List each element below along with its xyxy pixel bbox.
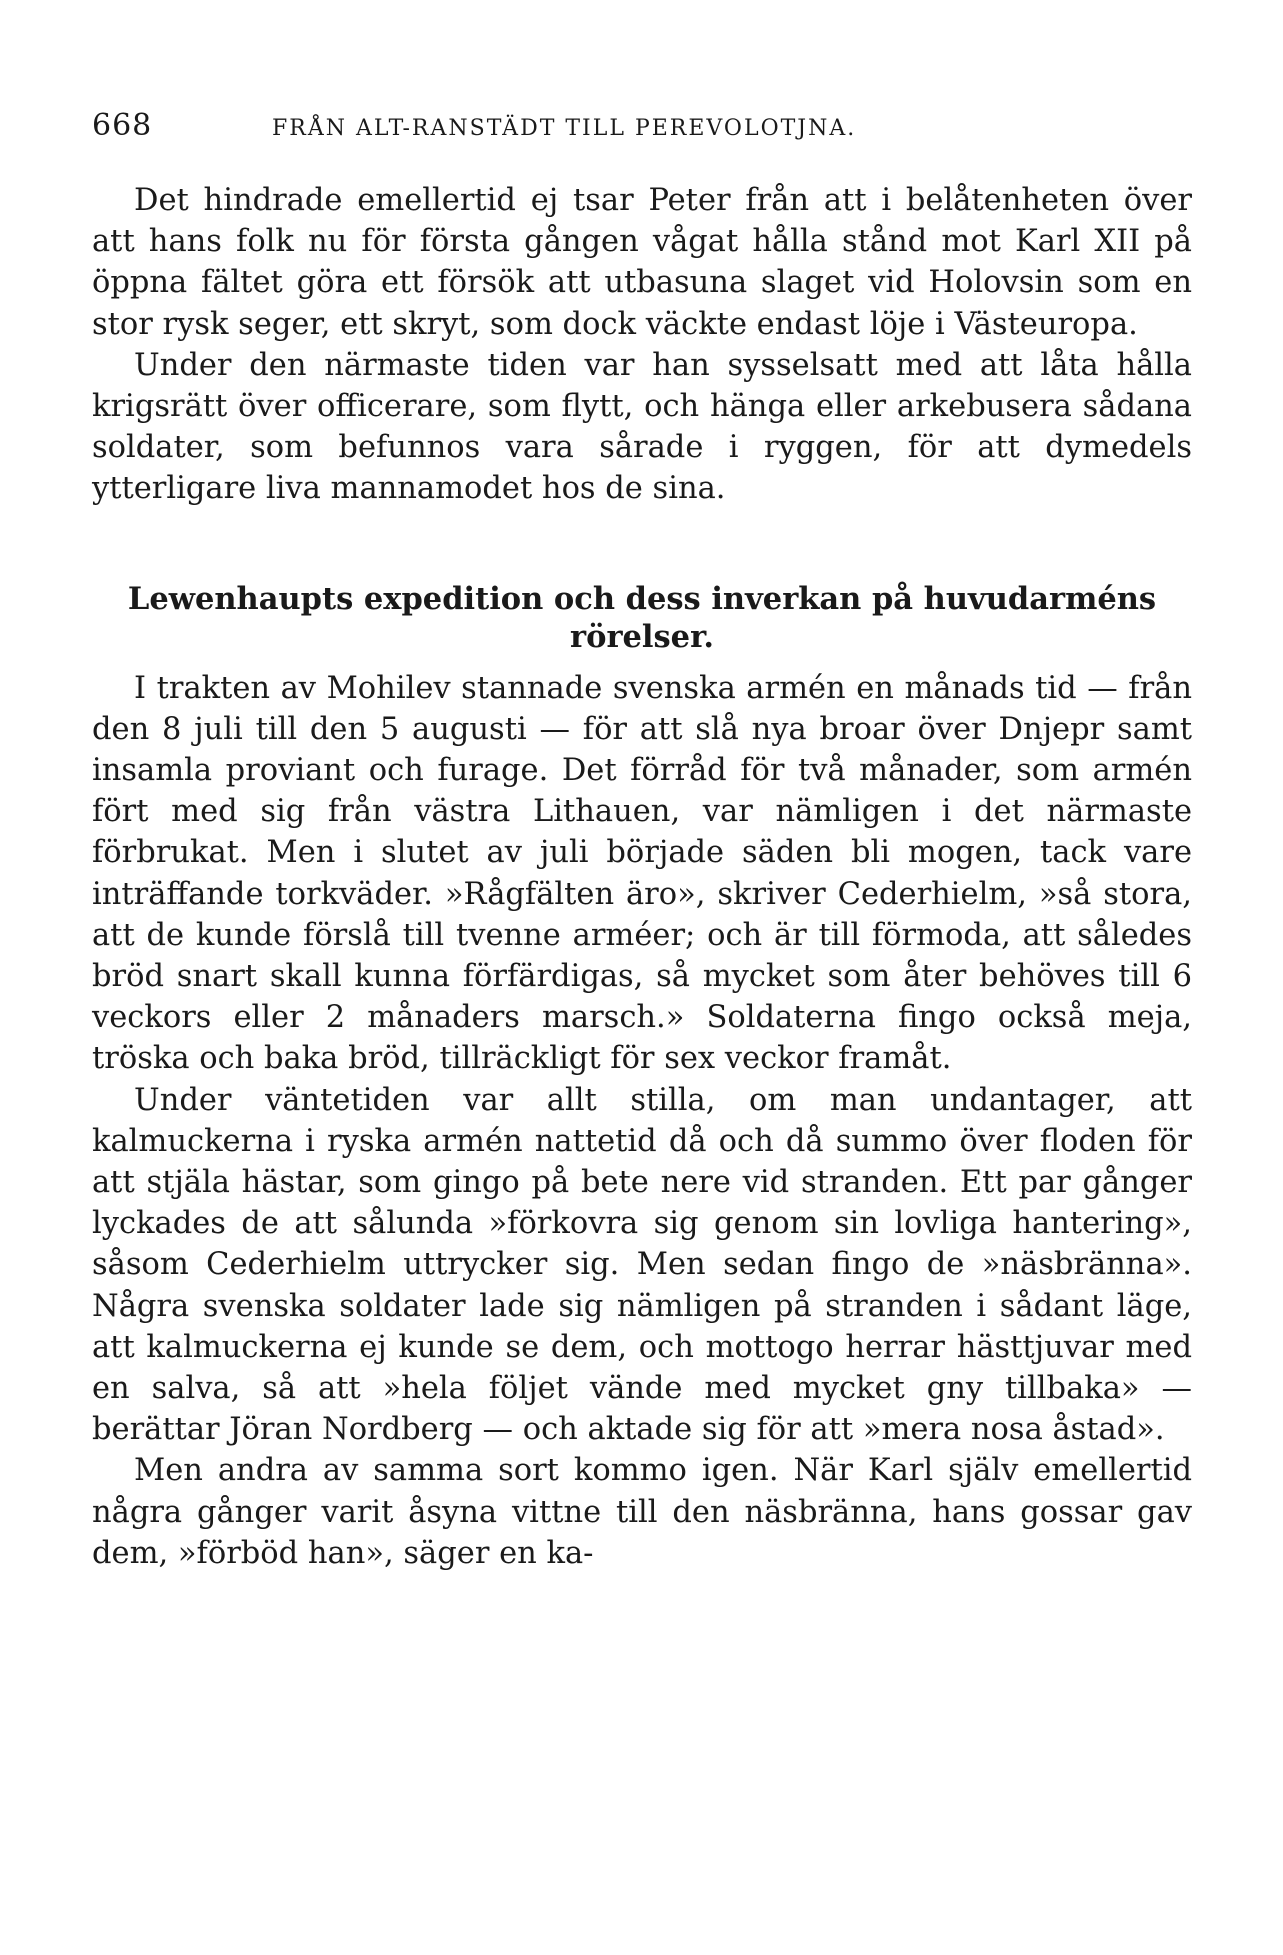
paragraph-4: Under väntetiden var allt stilla, om man undantager, att kalmuckerna i ryska armén nattetid då och då summo över floden för att stjäla hästar, som gingo på bete nere vid stranden. Ett par gånger lyckades de att sålunda »förkovra sig genom sin lovliga hantering», såsom Cederhielm uttrycker sig. Men sedan fingo de »näsbränna». Några svenska soldater lade sig nämligen på stranden i sådant läge, att kalmuckerna ej kunde se dem, och mottogo herrar hästtjuvar med en salva, så att »hela följet vände med mycket gny tillbaka» — berättar Jöran Nordberg — och aktade sig för att »mera nosa åstad».	[92, 1082, 1192, 1448]
paragraph-2: Under den närmaste tiden var han sysselsatt med att låta hålla krigsrätt över officerare, som flytt, och hänga eller arkebusera sådana soldater, som befunnos vara sårade i ryggen, för att dymedels ytterligare liva mannamodet hos de sina.	[92, 347, 1192, 507]
section-heading: Lewenhaupts expedition och dess inverkan på huvudarméns rörelser.	[127, 580, 1157, 655]
paragraph-1: Det hindrade emellertid ej tsar Peter från att i belåtenheten över att hans folk nu för första gången vågat hålla stånd mot Karl XII på öppna fältet göra ett försök att utbasuna slaget vid Holovsin som en stor rysk seger, ett skryt, som dock väckte endast löje i Västeuropa.	[92, 183, 1192, 342]
paragraph-3: I trakten av Mohilev stannade svenska armén en månads tid — från den 8 juli till den 5 augusti — för att slå nya broar över Dnjepr samt insamla proviant och furage. Det förråd för två månader, som armén fört med sig från västra Lithauen, var nämligen i det närmaste förbrukat. Men i slutet av juli började säden bli mogen, tack vare inträffande torkväder. »Rågfälten äro», skriver Cederhielm, »så stora, att de kunde förslå till tvenne arméer; och är till förmoda, att således bröd snart skall kunna förfärdigas, så mycket som åter behöves till 6 veckors eller 2 månaders marsch.» Soldaterna fingo också meja, tröska och baka bröd, tillräckligt för sex veckor framåt.	[92, 670, 1192, 1077]
running-head	[92, 108, 1192, 148]
page-number: 668	[92, 108, 153, 143]
running-title: FRÅN ALT-RANSTÄDT TILL PEREVOLOTJNA.	[272, 116, 857, 141]
book-page	[92, 108, 1192, 1574]
paragraph-5: Men andra av samma sort kommo igen. När Karl själv emellertid några gånger varit åsyna vittne till den näsbränna, hans gossar gav dem, »förböd han», säger en ka-	[92, 1453, 1192, 1571]
